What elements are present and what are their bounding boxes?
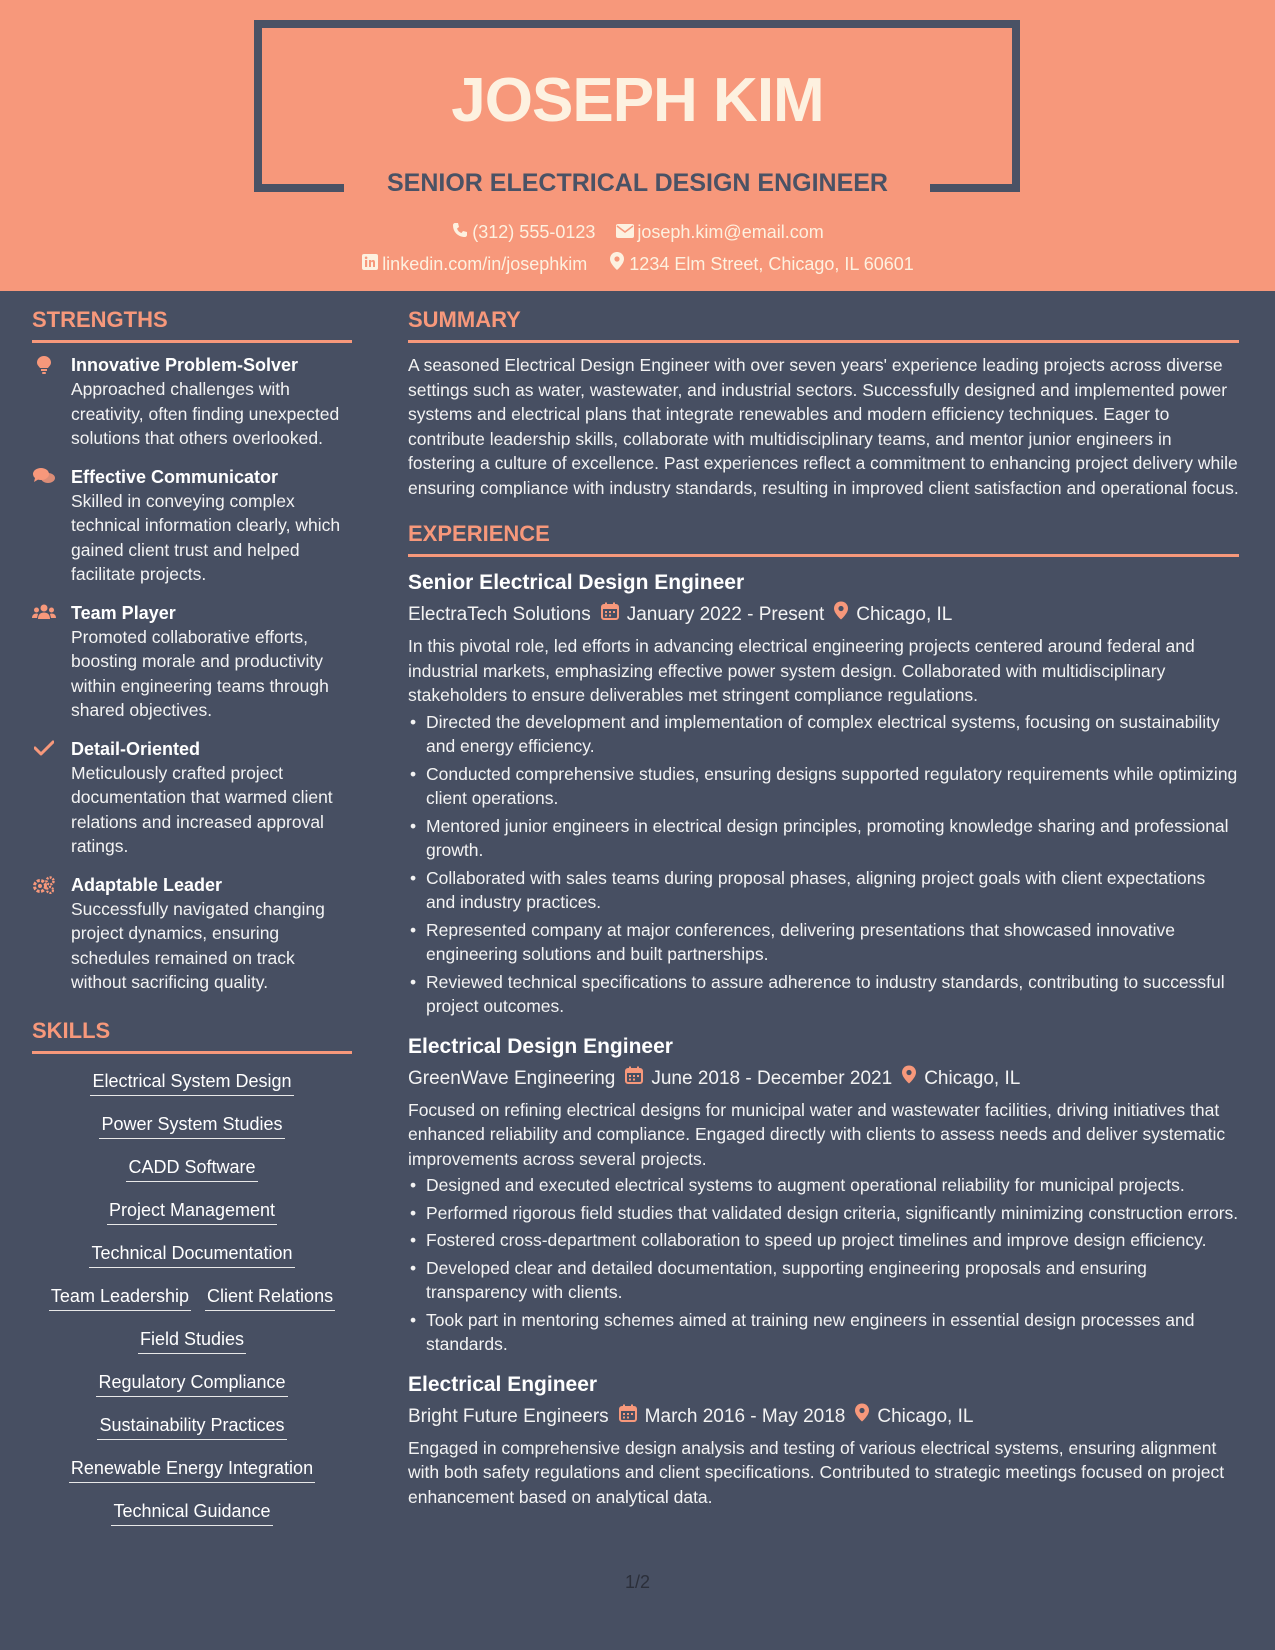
job-bullets (408, 1173, 1239, 1357)
job-bullet: • Performed rigorous field studies that validated design criteria, significantly minimizing construction errors. (408, 1201, 1239, 1226)
strength-title: Team Player (71, 602, 176, 623)
linkedin-text: linkedin.com/in/josephkim (382, 254, 588, 274)
skill-row (32, 1240, 352, 1283)
map-pin-icon (855, 1401, 869, 1431)
skill-tag: Technical Documentation (89, 1240, 294, 1268)
skill-tag: Field Studies (138, 1326, 246, 1354)
job-location: Chicago, IL (877, 1405, 974, 1427)
job-location: Chicago, IL (856, 604, 953, 625)
job-title: Electrical Engineer (408, 1372, 598, 1396)
strength-title: Effective Communicator (71, 466, 279, 487)
job-company: Bright Future Engineers (408, 1405, 609, 1427)
candidate-name: JOSEPH KIM (451, 66, 824, 135)
job-dates: March 2016 - May 2018 (644, 1405, 846, 1427)
job-bullet: • Directed the development and implementation of complex electrical systems, focusing on sustainability and energy efficiency. (408, 710, 1239, 759)
job-location: Chicago, IL (924, 1067, 1021, 1089)
strength-description: Successfully navigated changing project dynamics, ensuring schedules remained on track without sacrificing quality. (71, 898, 325, 992)
skill-row (32, 1197, 352, 1240)
map-pin-icon (608, 252, 626, 276)
skill-row (32, 1068, 352, 1111)
job-entry (408, 1369, 1239, 1510)
job-bullet: • Took part in mentoring schemes aimed at training new engineers in essential design processes and standards. (408, 1308, 1239, 1357)
skill-row (32, 1111, 352, 1154)
email-contact[interactable] (616, 220, 823, 244)
job-bullet: • Developed clear and detailed documentation, supporting engineering proposals and ensuring transparency with clients. (408, 1256, 1239, 1305)
left-column (32, 300, 352, 1541)
skill-tag: Electrical System Design (90, 1068, 293, 1096)
job-title: Senior Electrical Design Engineer (408, 571, 745, 594)
job-title: SENIOR ELECTRICAL DESIGN ENGINEER (387, 169, 888, 197)
job-bullet: • Fostered cross-department collaboration to speed up project timelines and improve design efficiency. (408, 1228, 1239, 1253)
map-pin-icon (834, 599, 848, 629)
page-number: 1/2 (624, 1572, 651, 1592)
skill-tag: Client Relations (205, 1283, 335, 1311)
job-bullet: • Mentored junior engineers in electrical design principles, promoting knowledge sharing and professional growth. (408, 814, 1239, 863)
job-company: ElectraTech Solutions (408, 604, 591, 625)
job-meta (408, 1401, 1239, 1432)
strength-title: Adaptable Leader (71, 874, 223, 895)
skill-row (32, 1369, 352, 1412)
skill-row (32, 1498, 352, 1541)
summary-heading: SUMMARY (408, 300, 1239, 343)
header (0, 0, 1275, 291)
job-bullet: • Collaborated with sales teams during proposal phases, aligning project goals with client expectations and industry practices. (408, 866, 1239, 915)
skill-tag: Renewable Energy Integration (69, 1455, 315, 1483)
strength-description: Meticulously crafted project documentation that warmed client relations and increased approval ratings. (71, 762, 333, 856)
skills-heading: SKILLS (32, 1011, 352, 1054)
strength-item (32, 601, 352, 723)
job-meta (408, 599, 1239, 630)
strength-item (32, 465, 352, 587)
skill-tag: Technical Guidance (111, 1498, 272, 1526)
strength-title: Detail-Oriented (71, 738, 201, 759)
linkedin-icon (361, 252, 379, 276)
strength-description: Approached challenges with creativity, often finding unexpected solutions that others overlooked. (71, 379, 340, 448)
job-meta (408, 1063, 1239, 1094)
job-description: Engaged in comprehensive design analysis and testing of various electrical systems, ensuring alignment with both safety regulations and client specifications. Contributed to strategic meetings focused on project enhancement based on analytical data. (408, 1437, 1225, 1507)
check-icon (32, 740, 56, 761)
email-text: joseph.kim@email.com (637, 222, 824, 242)
job-bullet: • Represented company at major conferences, delivering presentations that showcased innovative engineering solutions and built partnerships. (408, 918, 1239, 967)
strength-description: Skilled in conveying complex technical information clearly, which gained client trust and helped facilitate projects. (71, 490, 341, 584)
job-bullet: • Reviewed technical specifications to assure adherence to industry standards, contributing to successful project outcomes. (408, 970, 1239, 1019)
job-bullet: • Designed and executed electrical systems to augment operational reliability for municipal projects. (408, 1173, 1239, 1198)
calendar-icon (619, 1401, 637, 1431)
strength-item (32, 353, 352, 451)
job-title: Electrical Design Engineer (408, 1034, 673, 1058)
job-bullet: • Conducted comprehensive studies, ensuring designs supported regulatory requirements while optimizing client operations. (408, 762, 1239, 811)
skill-tag: Project Management (107, 1197, 277, 1225)
job-entry (408, 567, 1239, 1019)
right-column (408, 300, 1239, 1521)
contact-row-2 (0, 252, 1275, 276)
skill-tag: CADD Software (126, 1154, 257, 1182)
job-company: GreenWave Engineering (408, 1067, 616, 1089)
phone-icon (451, 220, 469, 244)
skill-row (32, 1154, 352, 1197)
skill-row (32, 1455, 352, 1498)
lightbulb-icon (32, 356, 56, 379)
strength-title: Innovative Problem-Solver (71, 355, 299, 375)
strengths-list (32, 353, 352, 995)
skill-tag: Sustainability Practices (97, 1412, 286, 1440)
address-contact (608, 252, 914, 276)
job-dates: January 2022 - Present (626, 604, 825, 625)
strength-item (32, 737, 352, 859)
calendar-icon (601, 599, 619, 629)
experience-heading: EXPERIENCE (408, 514, 1239, 557)
experience-list (408, 567, 1239, 1509)
job-description: Focused on refining electrical designs for municipal water and wastewater facilities, driving initiatives that enhanced reliability and compliance. Engaged directly with clients to assess needs and deliver systematic improvements across several projects. (408, 1099, 1226, 1169)
skill-row (32, 1412, 352, 1455)
job-description: In this pivotal role, led efforts in advancing electrical engineering projects centered around federal and industrial markets, emphasizing effective power system design. Collaborated with multidisciplinary stakeholders to ensure deliverables met stringent compliance regulations. (408, 636, 1195, 705)
skill-tag: Regulatory Compliance (96, 1369, 287, 1397)
job-entry (408, 1031, 1239, 1357)
skills-list (32, 1064, 352, 1541)
users-icon (32, 604, 56, 625)
skill-tag: Power System Studies (99, 1111, 284, 1139)
skill-tag: Team Leadership (49, 1283, 191, 1311)
summary-text: A seasoned Electrical Design Engineer with over seven years' experience leading projects across diverse settings such as water, wastewater, and industrial sectors. Successfully designed and implemented power systems and electrical plans that integrate renewables and modern efficiency techniques. Eager to contribute leadership skills, collaborate with multidisciplinary teams, and mentor junior engineers in fostering a culture of excellence. Past experiences reflect a commitment to enhancing project delivery while ensuring compliance with industry standards, resulting in improved client satisfaction and operational focus. (408, 355, 1239, 498)
gears-icon (32, 876, 56, 899)
strength-description: Promoted collaborative efforts, boosting morale and productivity within engineering teams through shared objectives. (71, 626, 329, 720)
skill-row (32, 1326, 352, 1369)
skill-row (32, 1283, 352, 1326)
envelope-icon (616, 220, 634, 244)
contact-row-1 (0, 220, 1275, 244)
phone-contact[interactable] (451, 220, 595, 244)
phone-text: (312) 555-0123 (472, 222, 596, 242)
job-bullets (408, 710, 1239, 1019)
address-text: 1234 Elm Street, Chicago, IL 60601 (629, 254, 914, 274)
calendar-icon (625, 1063, 643, 1093)
strengths-heading: STRENGTHS (32, 300, 352, 343)
job-dates: June 2018 - December 2021 (651, 1067, 893, 1089)
strength-item (32, 873, 352, 995)
chat-icon (32, 468, 56, 489)
linkedin-contact[interactable] (361, 252, 587, 276)
map-pin-icon (902, 1063, 916, 1093)
